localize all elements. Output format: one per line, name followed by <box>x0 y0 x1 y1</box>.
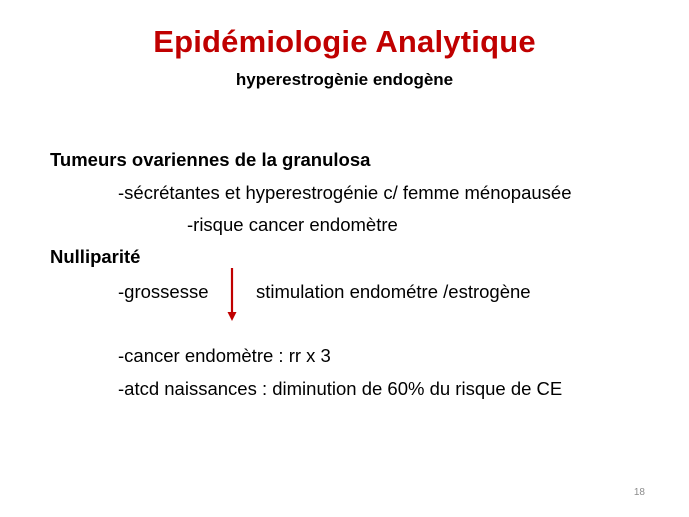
bullet-atcd-naissances: -atcd naissances : diminution de 60% du risque de CE <box>118 378 563 399</box>
stimulation-text: stimulation endométre /estrogène <box>256 281 531 302</box>
bullet-secretantes: -sécrétantes et hyperestrogénie c/ femme ménopausée <box>118 182 572 203</box>
bullet-grossesse: -grossesse <box>118 281 209 302</box>
page-number: 18 <box>633 487 645 498</box>
section-heading-granulosa: Tumeurs ovariennes de la granulosa <box>50 149 371 170</box>
bullet-cancer-rr: -cancer endomètre : rr x 3 <box>118 345 331 366</box>
section-heading-nulliparite: Nulliparité <box>50 246 141 267</box>
arrow-down-icon <box>225 268 239 322</box>
slide-subtitle: hyperestrogènie endogène <box>235 70 454 89</box>
slide-title: Epidémiologie Analytique <box>153 24 536 59</box>
bullet-risque-cancer: -risque cancer endomètre <box>187 214 398 235</box>
